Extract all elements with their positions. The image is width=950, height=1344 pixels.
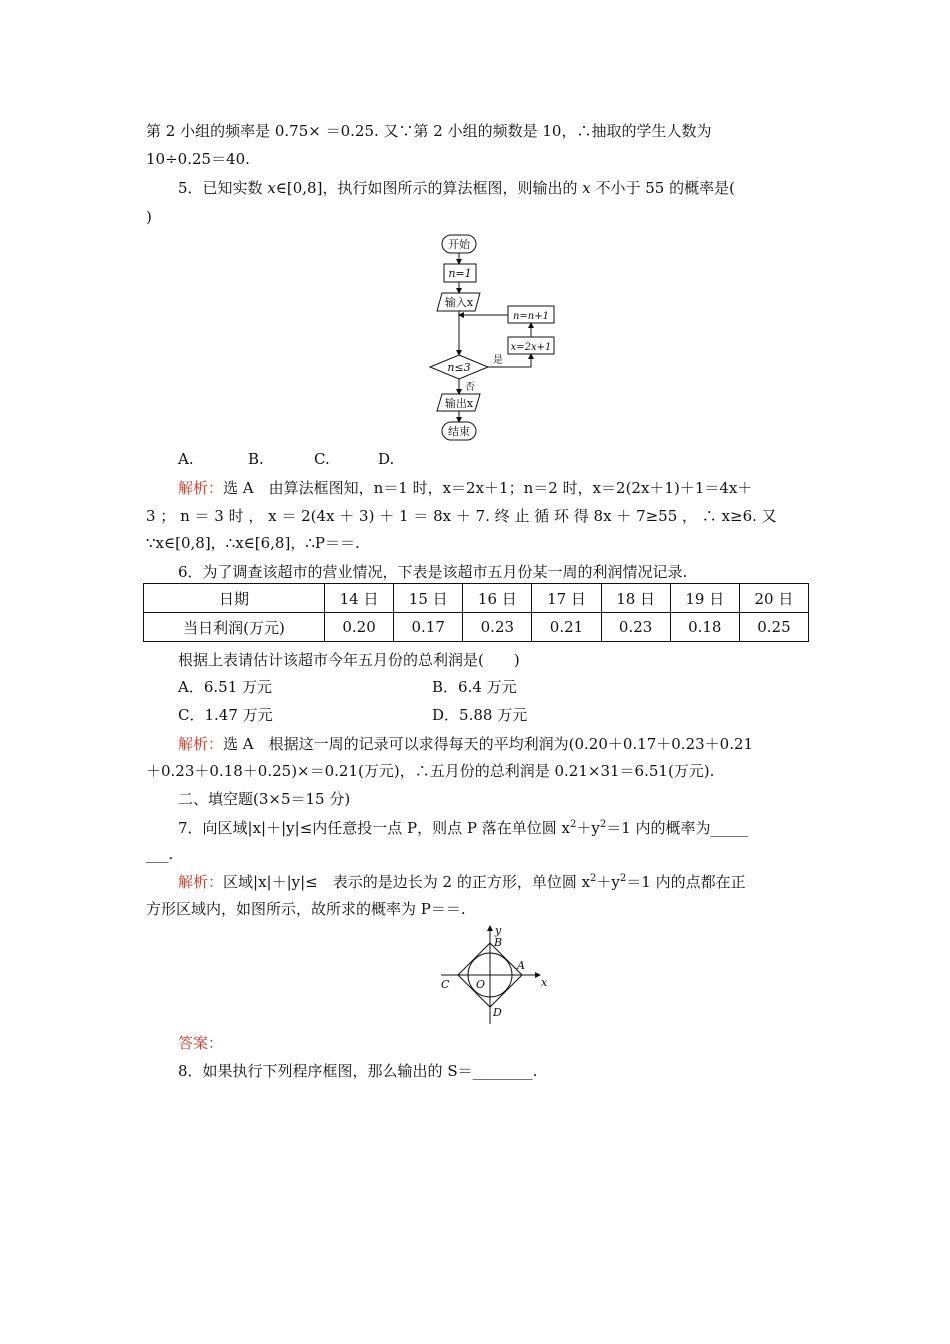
choice-d: D. (378, 450, 395, 468)
table-cell: 当日利润(万元) (144, 613, 325, 642)
section-heading: 二、填空题(3×5＝15 分) (178, 790, 351, 808)
question-7-blank: ___. (146, 845, 174, 863)
flow-update-label: x=2x+1 (510, 342, 552, 353)
point-d-label: D (493, 1006, 502, 1019)
table-header-row (144, 584, 809, 613)
flow-init-label: n=1 (448, 267, 472, 280)
text-line-1: 第 2 小组的频率是 0.75× ＝0.25. 又∵第 2 小组的频数是 10，∴抽取的学生人数为 (146, 122, 712, 140)
choice-6a: A．6.51 万元 (178, 678, 272, 696)
question-8: 8．如果执行下列程序框图，那么输出的 S＝________. (178, 1062, 538, 1080)
solution-5-line-2: 3 ； n ＝ 3 时 ， x ＝ 2(4x ＋ 3) ＋ 1 ＝ 8x ＋ 7. 终 止 循 环 得 8x ＋ 7≥55 ， ∴ x≥6. 又 (146, 507, 777, 525)
table-cell: 日期 (144, 584, 325, 613)
point-c-label: C (441, 978, 450, 991)
solution-label: 解析： (178, 479, 224, 497)
table-cell: 0.21 (532, 613, 601, 642)
solution-6-line-1: 解析：选 A 根据这一周的记录可以求得每天的平均利润为(0.20＋0.17＋0.23＋0.21 (178, 735, 754, 753)
question-5: 5．已知实数 x∈[0,8]，执行如图所示的算法框图，则输出的 x 不小于 55 的概率是( (178, 179, 735, 197)
point-o-label: O (476, 978, 486, 991)
solution-7-line-2: 方形区域内，如图所示，故所求的概率为 P＝＝. (146, 900, 466, 918)
table-cell: 0.25 (739, 613, 808, 642)
flow-start-label: 开始 (448, 238, 470, 251)
choice-6b: B．6.4 万元 (432, 678, 517, 696)
text-line-2: 10÷0.25＝40. (146, 150, 250, 168)
flow-input-label: 输入x (444, 296, 474, 309)
flow-output-label: 输出x (444, 397, 474, 410)
figure-square-circle (435, 918, 555, 1028)
flowchart-5 (420, 230, 580, 445)
table-cell: 0.17 (394, 613, 463, 642)
question-5-paren: ) (146, 208, 152, 226)
solution-5-line-1: 解析：选 A 由算法框图知，n＝1 时，x＝2x＋1；n＝2 时，x＝2(2x＋1)＋1＝4x＋ (178, 479, 753, 497)
solution-7-line-1: 解析：区域|x|＋|y|≤ 表示的是边长为 2 的正方形，单位圆 $x^2+y^2=1$ 内的点都在正 (178, 873, 746, 891)
flow-end-label: 结束 (448, 425, 470, 438)
choice-6c: C．1.47 万元 (178, 706, 273, 724)
point-a-label: A (517, 959, 525, 972)
question-7: 7．向区域|x|＋|y|≤内任意投一点 P，则点 P 落在单位圆 $x^2+y^2=1$ 内的概率为_____ (178, 819, 749, 837)
choices-5 (178, 448, 394, 470)
table-cell: 16 日 (463, 584, 532, 613)
table-row (144, 613, 809, 642)
question-6-ask: 根据上表请估计该超市今年五月份的总利润是( ) (178, 651, 520, 669)
point-b-label: B (494, 936, 503, 949)
table-cell: 0.23 (463, 613, 532, 642)
table-cell: 20 日 (739, 584, 808, 613)
solution-5-line-3: ∵x∈[0,8]，∴x∈[6,8]，∴P＝＝. (146, 534, 360, 552)
table-cell: 18 日 (601, 584, 670, 613)
profit-table (143, 583, 809, 642)
x-axis-label: x (541, 976, 548, 989)
solution-label: 解析： (178, 873, 224, 891)
table-cell: 14 日 (325, 584, 394, 613)
flow-condition-label: n≤3 (447, 361, 471, 374)
choice-a: A. (178, 450, 194, 468)
y-axis-label: y (495, 924, 502, 937)
table-cell: 0.20 (325, 613, 394, 642)
solution-6-line-2: ＋0.23＋0.18＋0.25)×＝0.21(万元)，∴五月份的总利润是 0.21×31＝6.51(万元). (146, 762, 715, 780)
solution-label: 解析： (178, 735, 224, 753)
choice-6d: D．5.88 万元 (432, 706, 528, 724)
table-cell: 0.18 (670, 613, 739, 642)
choice-b: B. (248, 450, 264, 468)
choice-c: C. (314, 450, 330, 468)
question-6: 6．为了调查该超市的营业情况，下表是该超市五月份某一周的利润情况记录. (178, 563, 688, 581)
table-cell: 0.23 (601, 613, 670, 642)
table-cell: 19 日 (670, 584, 739, 613)
answer-label: 答案： (178, 1034, 224, 1052)
flow-inc-label: n=n+1 (512, 311, 550, 322)
table-cell: 15 日 (394, 584, 463, 613)
flow-yes-label: 是 (493, 355, 503, 366)
table-cell: 17 日 (532, 584, 601, 613)
flow-no-label: 否 (465, 382, 475, 393)
